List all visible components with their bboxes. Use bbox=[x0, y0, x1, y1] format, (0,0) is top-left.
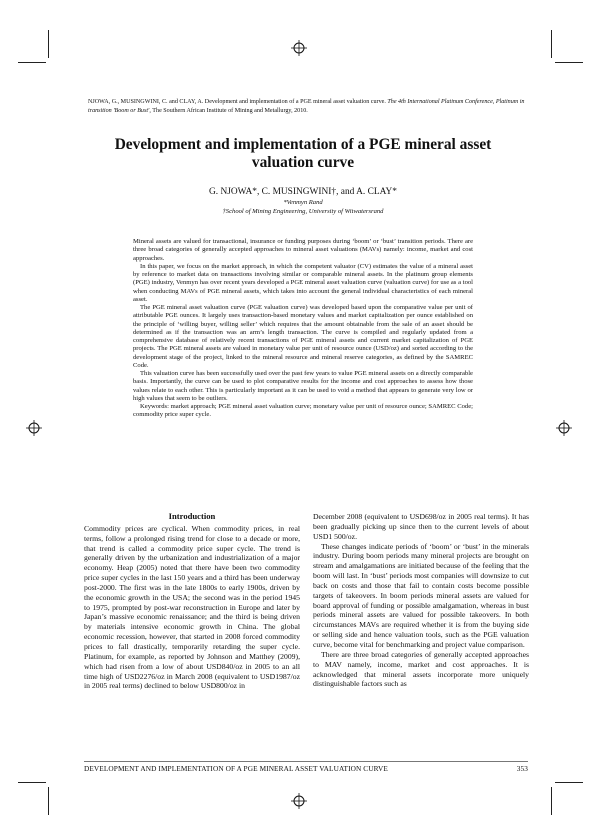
crop-mark-bl-h bbox=[18, 782, 46, 783]
body-column-left bbox=[84, 512, 300, 691]
authors: G. NJOWA*, C. MUSINGWINI†, and A. CLAY* bbox=[209, 187, 397, 197]
running-title: DEVELOPMENT AND IMPLEMENTATION OF A PGE MINERAL ASSET VALUATION CURVE bbox=[84, 764, 388, 773]
crop-mark-tl-h bbox=[18, 62, 46, 63]
crop-mark-bl-v bbox=[48, 787, 49, 815]
body-paragraph: Commodity prices are cyclical. When commodity prices, in real terms, follow a prolonged rising trend for close to a decade or more, that trend is called a commodity price super cycle. The trend is generally driven by the urbanization and industrialization of a major economy. Heap (2005) noted that there have been two commodity price super cycles in the last 150 years and a third has been underway post-2000. The first was in the late 1800s to early 1900s, driven by the economic growth in the USA; the second was in the period 1945 to 1975, prompted by post-war reconstruction in Europe and later by Japan’s massive economic renaissance; and the third is being driven by materials intensive economic growth in China. The global economic recession, however, that started in 2008 forced commodity prices to fall drastically, temporarily retarding the super cycle. Platinum, for example, as reported by Johnson and Matthey (2009), which had risen from a low of about USD840/oz in 2005 to an all time high of USD2276/oz in March 2008 (equivalent to USD1987/oz in 2005 real terms) declined to below USD800/oz in bbox=[84, 523, 300, 691]
body-paragraph: There are three broad categories of generally accepted approaches to MAV namely, income, market and cost approaches. It is acknowledged that mineral assets incorporate more uniquely distinguishable factors such as bbox=[313, 649, 529, 689]
crop-mark-tl-v bbox=[48, 30, 49, 58]
abstract-paragraph: In this paper, we focus on the market approach, in which the competent valuator (CV) estimates the value of a mineral asset by reference to market data on transactions involving similar or comparable mineral assets. In the platinum group elements (PGE) industry, Venmyn has over recent years developed a PGE mineral asset valuation curve (valuation curve) for use as a tool when conducting MAVs of PGE mineral assets, which takes into account the general individual characteristics of each mineral asset. bbox=[133, 262, 473, 303]
citation-italic: The 4th International Platinum Conference, Platinum in transition 'Boom or Bust' bbox=[88, 99, 525, 114]
title-line-2: valuation curve bbox=[251, 154, 355, 171]
paper-title bbox=[90, 136, 516, 172]
footer-rule bbox=[84, 761, 528, 762]
abstract bbox=[133, 238, 473, 420]
body-column-right bbox=[313, 512, 529, 689]
running-footer bbox=[84, 764, 528, 773]
abstract-keywords: Keywords: market approach; PGE mineral asset valuation curve; monetary value per unit of resource ounce; SAMREC Code; commodity price super cycle. bbox=[133, 403, 473, 419]
crop-mark-tr-h bbox=[555, 62, 583, 63]
body-paragraph: December 2008 (equivalent to USD698/oz in 2005 real terms). It has been gradually picking up since then to the current levels of about USD1 500/oz. bbox=[313, 512, 529, 541]
abstract-paragraph: This valuation curve has been successfully used over the past few years to value PGE mineral assets on a directly comparable basis. Importantly, the curve can be used to plot comparative results for the income and cost approaches to assess how those values relate to each other. This is particularly important as it can be used to void a method that appears to generate very low or high values that seem to be outliers. bbox=[133, 370, 473, 402]
abstract-paragraph: Mineral assets are valued for transactional, insurance or funding purposes during ‘boom’ or ‘bust’ transition periods. There are three broad categories of generally accepted approaches to mineral asset valuations (MAVs) namely: income, market and cost approaches. bbox=[133, 238, 473, 262]
citation-tail: , The Southern African Institute of Mining and Metallurgy, 2010. bbox=[149, 107, 308, 114]
affiliation-1: *Venmyn Rand bbox=[283, 199, 323, 206]
affiliation-2: †School of Mining Engineering, University of Witwatersrand bbox=[222, 208, 384, 215]
abstract-paragraph: The PGE mineral asset valuation curve (PGE valuation curve) was developed based upon the comparative value per unit of attributable PGE ounces. It largely uses transaction-based monetary values and market capitalization per ounce established on the principle of ‘willing buyer, willing seller’ which requires that the amount obtainable from the sale of an asset should be determined as if the transaction was an arm’s length transaction. The curve is compiled and regularly updated from a comprehensive database of relatively recent transactions of PGE mineral assets and current market capitalization of PGE projects. The PGE mineral assets are valued in monetary value per unit of resource ounce (USD/oz) and sorted according to the development stage of the project, linked to the mineral resource and mineral reserve categories, as defined by the SAMREC Code. bbox=[133, 304, 473, 369]
crop-mark-br-v bbox=[551, 787, 552, 815]
crop-mark-br-h bbox=[555, 782, 583, 783]
citation bbox=[88, 98, 528, 115]
page-number: 353 bbox=[516, 764, 528, 773]
registration-mark-left-icon bbox=[26, 420, 42, 436]
registration-mark-right-icon bbox=[556, 420, 572, 436]
title-line-1: Development and implementation of a PGE mineral asset bbox=[114, 136, 492, 153]
registration-mark-bottom-icon bbox=[291, 793, 307, 809]
citation-plain: NJOWA, G., MUSINGWINI, C. and CLAY, A. Development and implementation of a PGE mineral asset valuation curve. bbox=[88, 99, 388, 105]
registration-mark-top-icon bbox=[291, 40, 307, 56]
crop-mark-tr-v bbox=[551, 30, 552, 58]
section-heading-introduction: Introduction bbox=[168, 511, 216, 521]
body-paragraph: These changes indicate periods of ‘boom’ or ‘bust’ in the minerals industry. During boom periods many mineral projects are brought on stream and amalgamations are initiated because of the feeling that the boom will last. In ‘bust’ periods most companies will downsize to cut back on costs and those that fail to contain costs become possible targets of takeovers. In boom periods mineral assets are valued for board approval of funding or possible amalgamation, whereas in bust periods mineral assets are valued for possible takeovers. In both circumstances MAVs are required whether it is from the buying side or selling side and hence valuation tools, such as the PGE valuation curve, become vital for benchmarking and project value comparison. bbox=[313, 541, 529, 649]
